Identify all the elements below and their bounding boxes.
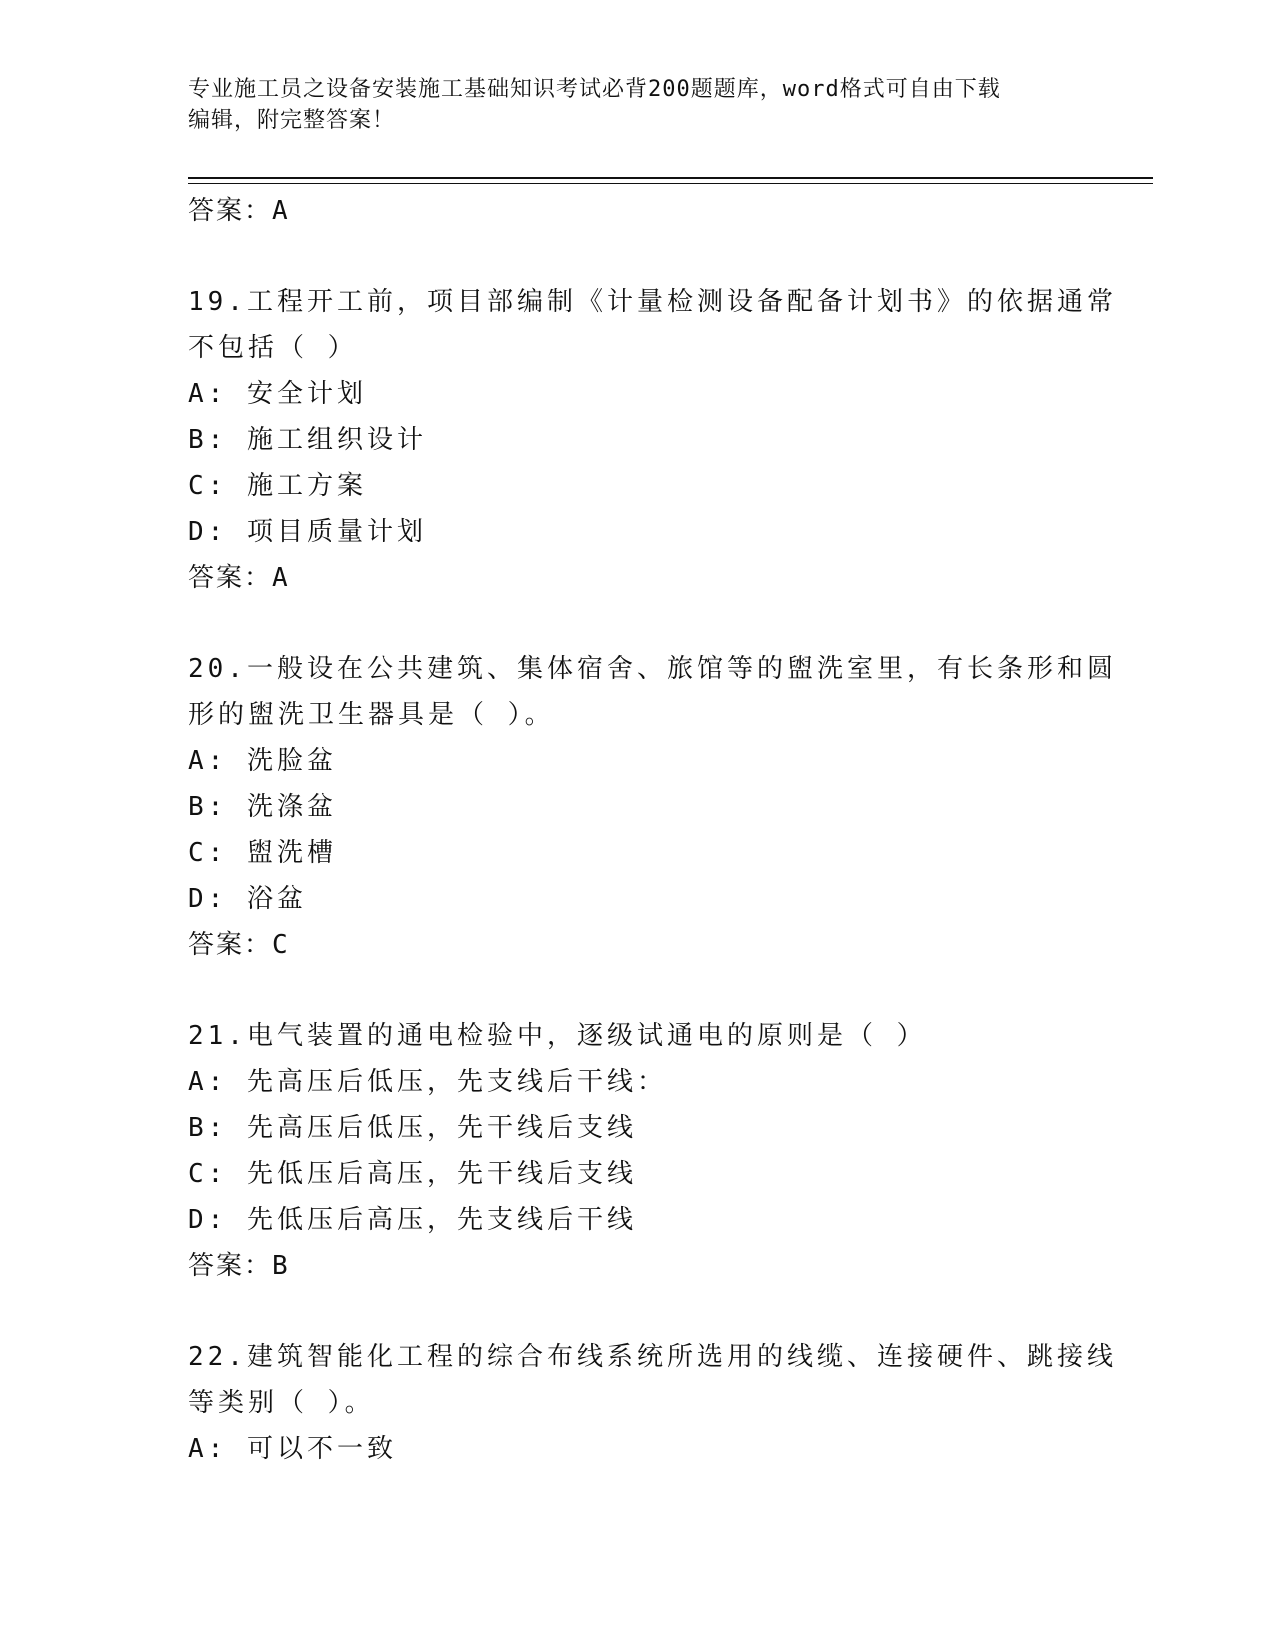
option-line: D: 项目质量计划: [188, 517, 427, 547]
question-gap: [188, 1289, 1088, 1334]
answer-line: 答案：A: [188, 563, 290, 593]
question-stem-line: 20.一般设在公共建筑、集体宿舍、旅馆等的盥洗室里，有长条形和圆: [188, 654, 1117, 684]
option-line: B: 先高压后低压，先干线后支线: [188, 1113, 637, 1143]
question-block: [188, 1013, 1088, 1289]
question-stem-line: 不包括（ ）: [188, 333, 358, 363]
option-line: B: 洗涤盆: [188, 792, 337, 822]
question-block: [188, 646, 1117, 968]
header-line-1: 专业施工员之设备安装施工基础知识考试必背200题题库，word格式可自由下载: [188, 77, 1001, 102]
question-gap: [188, 601, 1088, 646]
header-divider-thin: [188, 183, 1153, 184]
option-line: A: 洗脸盆: [188, 746, 337, 776]
option-line: C: 盥洗槽: [188, 838, 337, 868]
question-list: [188, 188, 1117, 1472]
question-stem-line: 形的盥洗卫生器具是（ ）。: [188, 700, 555, 730]
question-stem-line: 22.建筑智能化工程的综合布线系统所选用的线缆、连接硬件、跳接线: [188, 1342, 1117, 1372]
option-line: C: 施工方案: [188, 471, 367, 501]
question-stem-line: 等类别（ ）。: [188, 1388, 375, 1418]
answer-line: 答案：B: [188, 1251, 290, 1281]
document-header: [188, 74, 1068, 136]
question-gap: [188, 968, 1088, 1013]
question-gap: [188, 234, 1088, 279]
option-line: C: 先低压后高压，先干线后支线: [188, 1159, 637, 1189]
option-line: B: 施工组织设计: [188, 425, 427, 455]
option-line: A: 可以不一致: [188, 1434, 397, 1464]
header-divider-thick: [188, 177, 1153, 179]
option-line: A: 先高压后低压，先支线后干线：: [188, 1067, 667, 1097]
header-line-2: 编辑，附完整答案！: [188, 108, 396, 133]
answer-line: 答案：A: [188, 196, 290, 226]
question-stem-line: 21.电气装置的通电检验中，逐级试通电的原则是（ ）: [188, 1021, 927, 1051]
option-line: D: 先低压后高压，先支线后干线: [188, 1205, 637, 1235]
answer-line: 答案：C: [188, 930, 290, 960]
question-block: [188, 279, 1117, 601]
option-line: A: 安全计划: [188, 379, 367, 409]
question-stem-line: 19.工程开工前，项目部编制《计量检测设备配备计划书》的依据通常: [188, 287, 1117, 317]
question-block: [188, 1334, 1117, 1472]
option-line: D: 浴盆: [188, 884, 307, 914]
